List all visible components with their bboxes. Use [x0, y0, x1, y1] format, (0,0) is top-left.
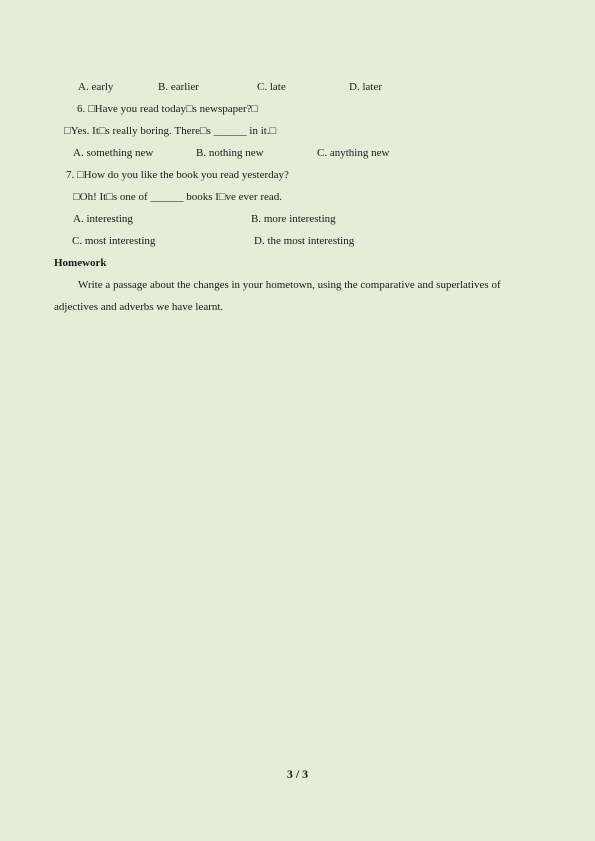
- homework-line-2: adjectives and adverbs we have learnt.: [54, 301, 224, 313]
- q6-prompt: 6. □Have you read today□s newspaper?□: [77, 103, 259, 115]
- q5-option-b: B. earlier: [158, 81, 199, 93]
- q6-option-c: C. anything new: [317, 147, 390, 159]
- q7-prompt: 7. □How do you like the book you read yesterday?: [66, 169, 289, 181]
- q7-option-a: A. interesting: [73, 213, 133, 225]
- q5-option-c: C. late: [257, 81, 286, 93]
- q6-reply: □Yes. It□s really boring. There□s ______ in it.□: [64, 125, 277, 137]
- q5-option-d: D. later: [349, 81, 382, 93]
- q7-reply: □Oh! It□s one of ______ books I□ve ever read.: [73, 191, 283, 203]
- q6-option-a: A. something new: [73, 147, 154, 159]
- q5-option-a: A. early: [78, 81, 114, 93]
- q6-option-b: B. nothing new: [196, 147, 264, 159]
- page-number: 3 / 3: [286, 767, 309, 781]
- homework-line-1: Write a passage about the changes in your hometown, using the comparative and superlatives of: [78, 279, 501, 291]
- q7-option-b: B. more interesting: [251, 213, 336, 225]
- homework-heading: Homework: [54, 257, 107, 269]
- q7-option-d: D. the most interesting: [254, 235, 355, 247]
- q7-option-c: C. most interesting: [72, 235, 156, 247]
